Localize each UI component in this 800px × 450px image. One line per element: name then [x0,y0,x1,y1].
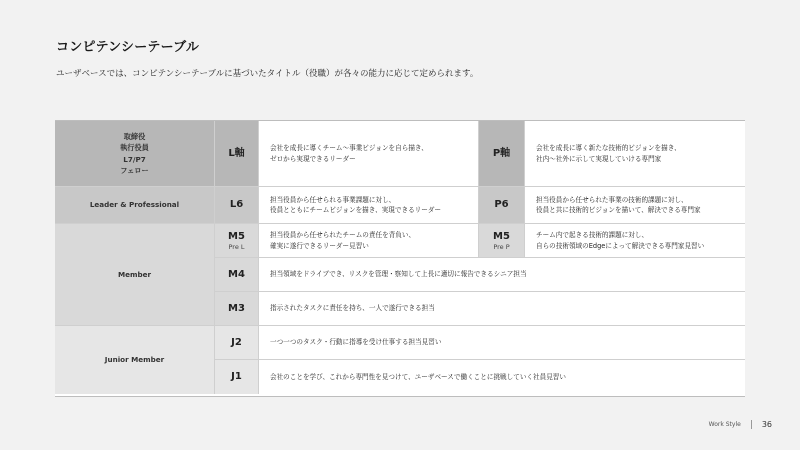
desc-m5-pre-p [525,224,745,258]
desc-line: 担当役員から任せられたチームの責任を背負い、 [270,231,416,240]
desc-line: 会社を成長に導くチーム〜事業ビジョンを自ら描き、 [270,144,428,153]
code-m5-sub: Pre L [228,243,245,252]
code-m5-label: M5 [493,230,510,242]
code-m4: M4 [215,258,259,292]
desc-line: 社内〜社外に示して実現していける専門家 [536,154,662,163]
desc-line: チーム内で起きる技術的課題に対し、 [536,231,649,240]
code-m3: M3 [215,292,259,326]
competency-table [55,120,745,397]
desc-p-axis [525,121,745,187]
page-title: コンピテンシーテーブル [56,40,200,55]
code-m5-pre-p [479,224,525,258]
desc-line: 確実に遂行できるリーダー見習い [270,241,369,250]
code-m5-label: M5 [228,230,245,242]
desc-l-axis [259,121,479,187]
desc-line: 役員と共に技術的ビジョンを描いて、解決できる専門家 [536,206,701,214]
footer-label: Work Style [708,421,741,428]
code-m5-pre-l [215,224,259,258]
category-executive-line: 執行役員 [120,143,149,153]
footer-divider [751,420,752,429]
code-p6: P6 [479,187,525,224]
page-number: 36 [761,420,772,429]
code-p-axis: P軸 [479,121,525,187]
desc-line: 担当役員から任せられる事業課題に対し、 [270,195,396,204]
category-executive-line: フェロー [120,165,149,175]
footer [709,420,772,429]
desc-line: 役員とともにチームビジョンを描き、実現できるリーダー [270,206,442,214]
desc-line: ゼロから実現できるリーダー [270,154,356,163]
page-subtitle: ユーザベースでは、コンピテンシーテーブルに基づいたタイトル（役職）が各々の能力に応じて定められます。 [56,69,479,79]
code-m5-sub: Pre P [493,243,510,252]
code-l-axis: L軸 [215,121,259,187]
code-l6: L6 [215,187,259,224]
desc-line: 担当役員から任せられた事業の技術的課題に対し、 [536,195,688,204]
category-leader-professional: Leader & Professional [55,187,215,224]
desc-j1: 会社のことを学び、これから専門性を見つけて、ユーザベースで働くことに挑戦していく社員見習い [259,360,745,394]
desc-m5-pre-l [259,224,479,258]
category-executive-line: 取締役 [123,132,146,142]
desc-m4: 担当領域をドライブでき、リスクを管理・察知して上長に適切に報告できるシニア担当 [259,258,745,292]
desc-l6 [259,187,479,224]
code-j2: J2 [215,326,259,360]
desc-p6 [525,187,745,224]
category-executive-line: L7/P7 [123,154,146,164]
desc-m3: 指示されたタスクに責任を持ち、一人で遂行できる担当 [259,292,745,326]
desc-j2: 一つ一つのタスク・行動に指導を受け仕事する担当見習い [259,326,745,360]
code-j1: J1 [215,360,259,394]
desc-line: 自らの技術領域のEdgeによって解決できる専門家見習い [536,241,705,250]
category-junior-member: Junior Member [55,326,215,394]
desc-line: 会社を成長に導く新たな技術的ビジョンを描き、 [536,144,681,153]
category-executive [55,121,215,187]
category-member: Member [55,224,215,326]
